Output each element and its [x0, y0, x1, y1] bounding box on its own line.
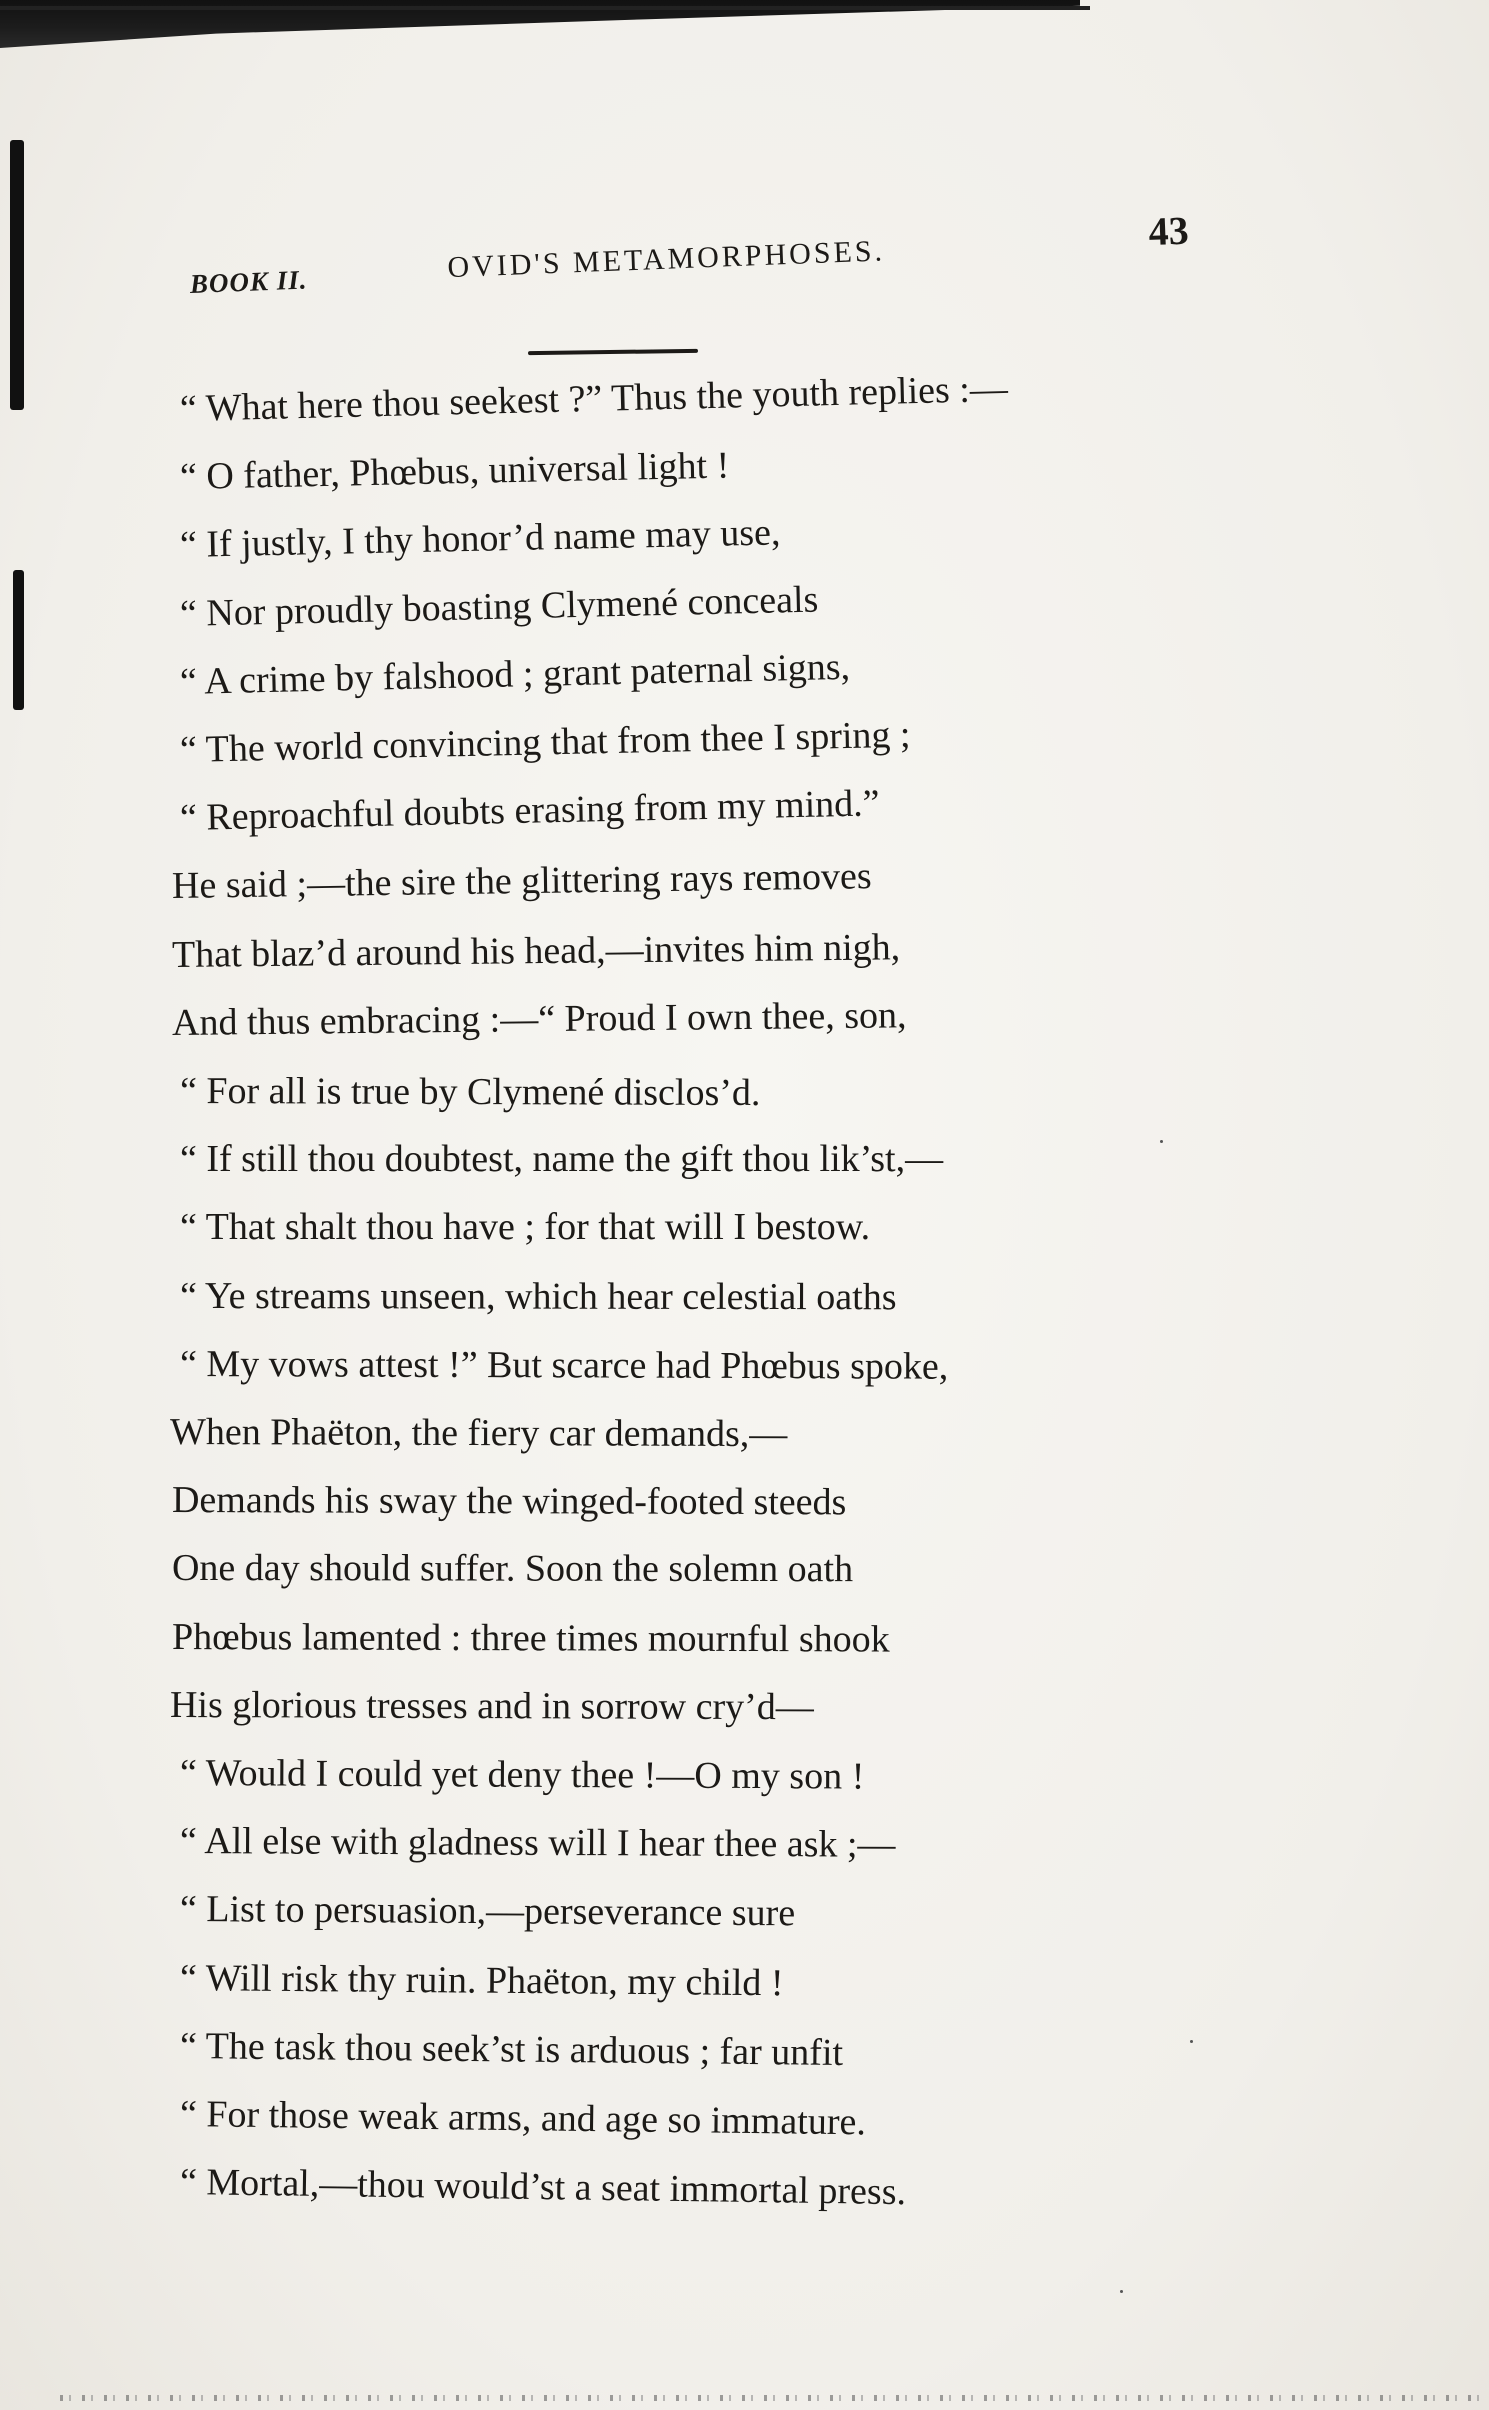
running-title: OVID'S METAMORPHOSES. [446, 234, 886, 285]
verse-line: “ Will risk thy ruin. Phaëton, my child ! [179, 1956, 784, 2004]
verse-line: “ Mortal,—thou would’st a seat immortal press. [179, 2161, 907, 2214]
verse-line: “ For all is true by Clymené disclos’d. [179, 1070, 761, 1115]
verse-line: “ Reproachful doubts erasing from my mind.” [179, 782, 880, 840]
verse-line: And thus embracing :—“ Proud I own thee, son, [171, 994, 907, 1044]
book-label: BOOK II. [189, 264, 308, 299]
verse-line: Phœbus lamented : three times mournful shook [171, 1615, 890, 1661]
verse-line: “ The task thou seek’st is arduous ; far unfit [179, 2024, 844, 2074]
verse-line: That blaz’d around his head,—invites him nigh, [171, 925, 901, 976]
verse-line: “ Nor proudly boasting Clymené conceals [179, 578, 819, 635]
margin-binding-mark [10, 140, 24, 410]
header-rule [528, 349, 698, 355]
verse-line: “ Ye streams unseen, which hear celestial oaths [179, 1274, 897, 1318]
verse-line: Demands his sway the winged-footed steeds [171, 1479, 847, 1524]
verse-line: “ If justly, I thy honor’d name may use, [179, 511, 781, 567]
ink-speck [1120, 2290, 1123, 2293]
page-number: 43 [1147, 207, 1190, 255]
page-bottom-specks [60, 2395, 1480, 2401]
margin-binding-mark [13, 570, 24, 710]
ink-speck [1190, 2040, 1193, 2043]
verse-line: “ If still thou doubtest, name the gift thou lik’st,— [180, 1138, 944, 1181]
verse-line: “ What here thou seekest ?” Thus the youth replies :— [179, 367, 1009, 430]
verse-line: “ My vows attest !” But scarce had Phœbus spoke, [179, 1342, 949, 1388]
verse-line: When Phaëton, the fiery car demands,— [169, 1411, 788, 1456]
verse-line: “ O father, Phœbus, universal light ! [179, 444, 730, 499]
verse-line: “ A crime by falshood ; grant paternal signs, [179, 645, 851, 703]
verse-line: “ The world convincing that from thee I spring ; [179, 713, 911, 771]
verse-line: “ All else with gladness will I hear thee ask ;— [179, 1820, 896, 1866]
ink-speck [1160, 1140, 1163, 1143]
verse-line: “ Would I could yet deny thee !—O my son ! [179, 1752, 865, 1798]
verse-line: One day should suffer. Soon the solemn oath [171, 1547, 854, 1591]
verse-line: His glorious tresses and in sorrow cry’d— [169, 1683, 814, 1729]
running-head [189, 207, 1211, 315]
verse-line: “ That shalt thou have ; for that will I bestow. [180, 1206, 871, 1249]
verse-line: “ List to persuasion,—perseverance sure [179, 1888, 796, 1935]
verse-line: “ For those weak arms, and age so immature. [179, 2093, 867, 2144]
verse-line: He said ;—the sire the glittering rays removes [171, 855, 872, 908]
scan-edge-line [0, 6, 1090, 10]
